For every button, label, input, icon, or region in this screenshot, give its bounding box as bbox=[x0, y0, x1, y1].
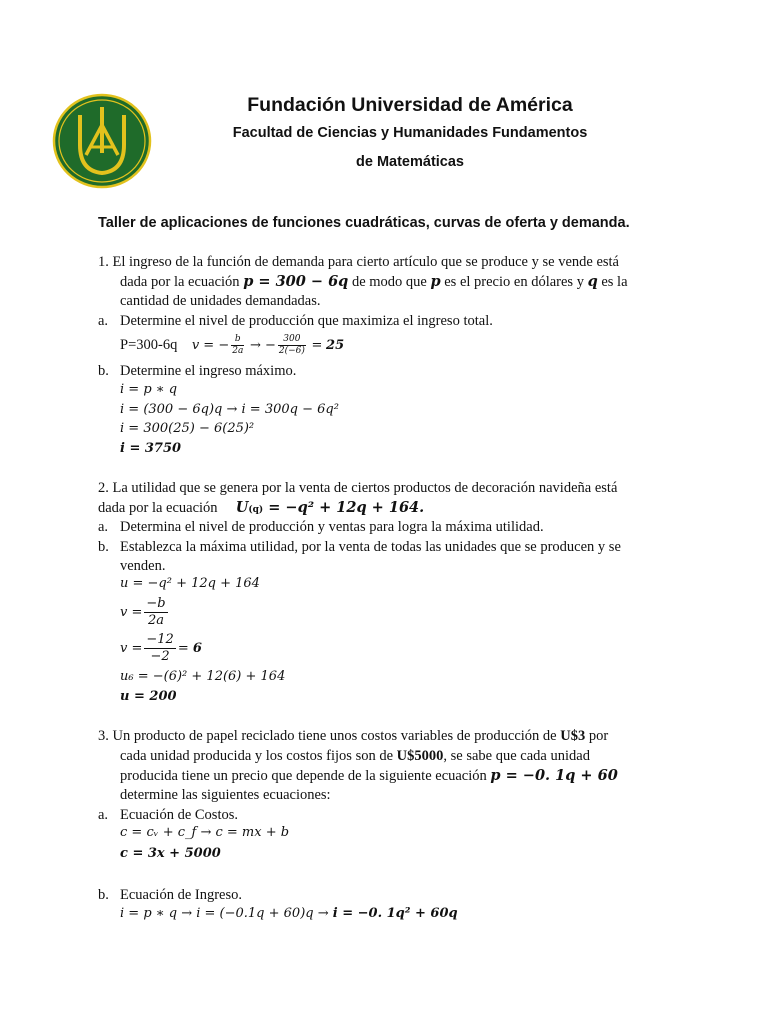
q1-b-text: Determine el ingreso máximo. bbox=[120, 363, 297, 379]
q1-a-label: a. bbox=[98, 313, 109, 329]
q3-price-equation: p = −0. 1q + 60 bbox=[490, 767, 618, 784]
q1-b-line1: i = p ∗ q bbox=[120, 382, 178, 397]
q3-a-text: Ecuación de Costos. bbox=[120, 807, 238, 823]
q3-b-result: i = −0. 1q² + 60q bbox=[332, 906, 458, 921]
q1-demand-equation: p = 300 − 6q bbox=[243, 273, 349, 290]
q1-a-work: P=300-6q v = − $\frac{b}{2a}$ → − $\frac{300}{2(-6)}$ = 25 bbox=[120, 334, 345, 356]
q1-intro-line2: dada por la ecuación p = 300 − 6q de modo que p es el precio en dólares y q es la bbox=[120, 273, 628, 290]
q2-a-label: a. bbox=[98, 519, 109, 535]
q3-b-line1: i = p ∗ q → i = (−0.1q + 60)q → i = −0. 1q² + 60q bbox=[120, 906, 458, 921]
q3-a-label: a. bbox=[98, 807, 109, 823]
q2-line1: u = −q² + 12q + 164 bbox=[120, 576, 260, 591]
q2-utility-equation: U(q) = −q² + 12q + 164. bbox=[235, 499, 425, 516]
q1-b-result: i = 3750 bbox=[120, 441, 182, 456]
q3-b-text: Ecuación de Ingreso. bbox=[120, 887, 242, 903]
q1-a-text: Determine el nivel de producción que maximiza el ingreso total. bbox=[120, 313, 493, 329]
institution-name: Fundación Universidad de América bbox=[247, 94, 573, 116]
q3-a-result: c = 3x + 5000 bbox=[120, 846, 221, 861]
q1-b-line3: i = 300(25) − 6(25)² bbox=[120, 421, 255, 436]
q2-line2: v = $\frac{-b}{2a}$ bbox=[120, 596, 166, 628]
q2-a-text: Determina el nivel de producción y ventas para logra la máxima utilidad. bbox=[120, 519, 544, 535]
q2-intro-line1: 2. La utilidad que se genera por la venta de ciertos productos de decoración navideña está bbox=[98, 480, 618, 496]
q1-b-label: b. bbox=[98, 363, 109, 379]
q2-line3: v = $\frac{-12}{-2}$ = 6 bbox=[120, 632, 202, 664]
q1-a-result: 25 bbox=[326, 337, 345, 353]
q3-intro-line4: determine las siguientes ecuaciones: bbox=[120, 787, 331, 803]
q2-b-text2: venden. bbox=[120, 558, 166, 574]
q3-intro-line3: producida tiene un precio que depende de la siguiente ecuación p = −0. 1q + 60 bbox=[120, 767, 618, 784]
q3-b-label: b. bbox=[98, 887, 109, 903]
q3-intro-line2: cada unidad producida y los costos fijos son de U$5000, se sabe que cada unidad bbox=[120, 748, 590, 764]
q2-line4: u₆ = −(6)² + 12(6) + 164 bbox=[120, 669, 286, 684]
faculty-name: Facultad de Ciencias y Humanidades Fundamentos bbox=[232, 125, 588, 141]
q3-a-line1: c = cᵥ + c_f → c = mx + b bbox=[120, 825, 290, 840]
q2-intro-line2: dada por la ecuación U(q) = −q² + 12q + 164. bbox=[98, 499, 425, 516]
q1-intro-line3: cantidad de unidades demandadas. bbox=[120, 293, 321, 309]
q1-intro-line1: 1. El ingreso de la función de demanda para cierto artículo que se produce y se vende está bbox=[98, 254, 619, 270]
q3-intro-line1: 3. Un producto de papel reciclado tiene unos costos variables de producción de U$3 por bbox=[98, 728, 609, 744]
q1-b-line2: i = (300 − 6q)q → i = 300q − 6q² bbox=[120, 402, 339, 417]
q2-b-text1: Establezca la máxima utilidad, por la venta de todas las unidades que se producen y se bbox=[120, 539, 621, 555]
q2-b-label: b. bbox=[98, 539, 109, 555]
q2-result: u = 200 bbox=[120, 689, 177, 704]
document-title: Taller de aplicaciones de funciones cuadráticas, curvas de oferta y demanda. bbox=[98, 215, 630, 231]
subject-name: de Matemáticas bbox=[356, 154, 464, 170]
